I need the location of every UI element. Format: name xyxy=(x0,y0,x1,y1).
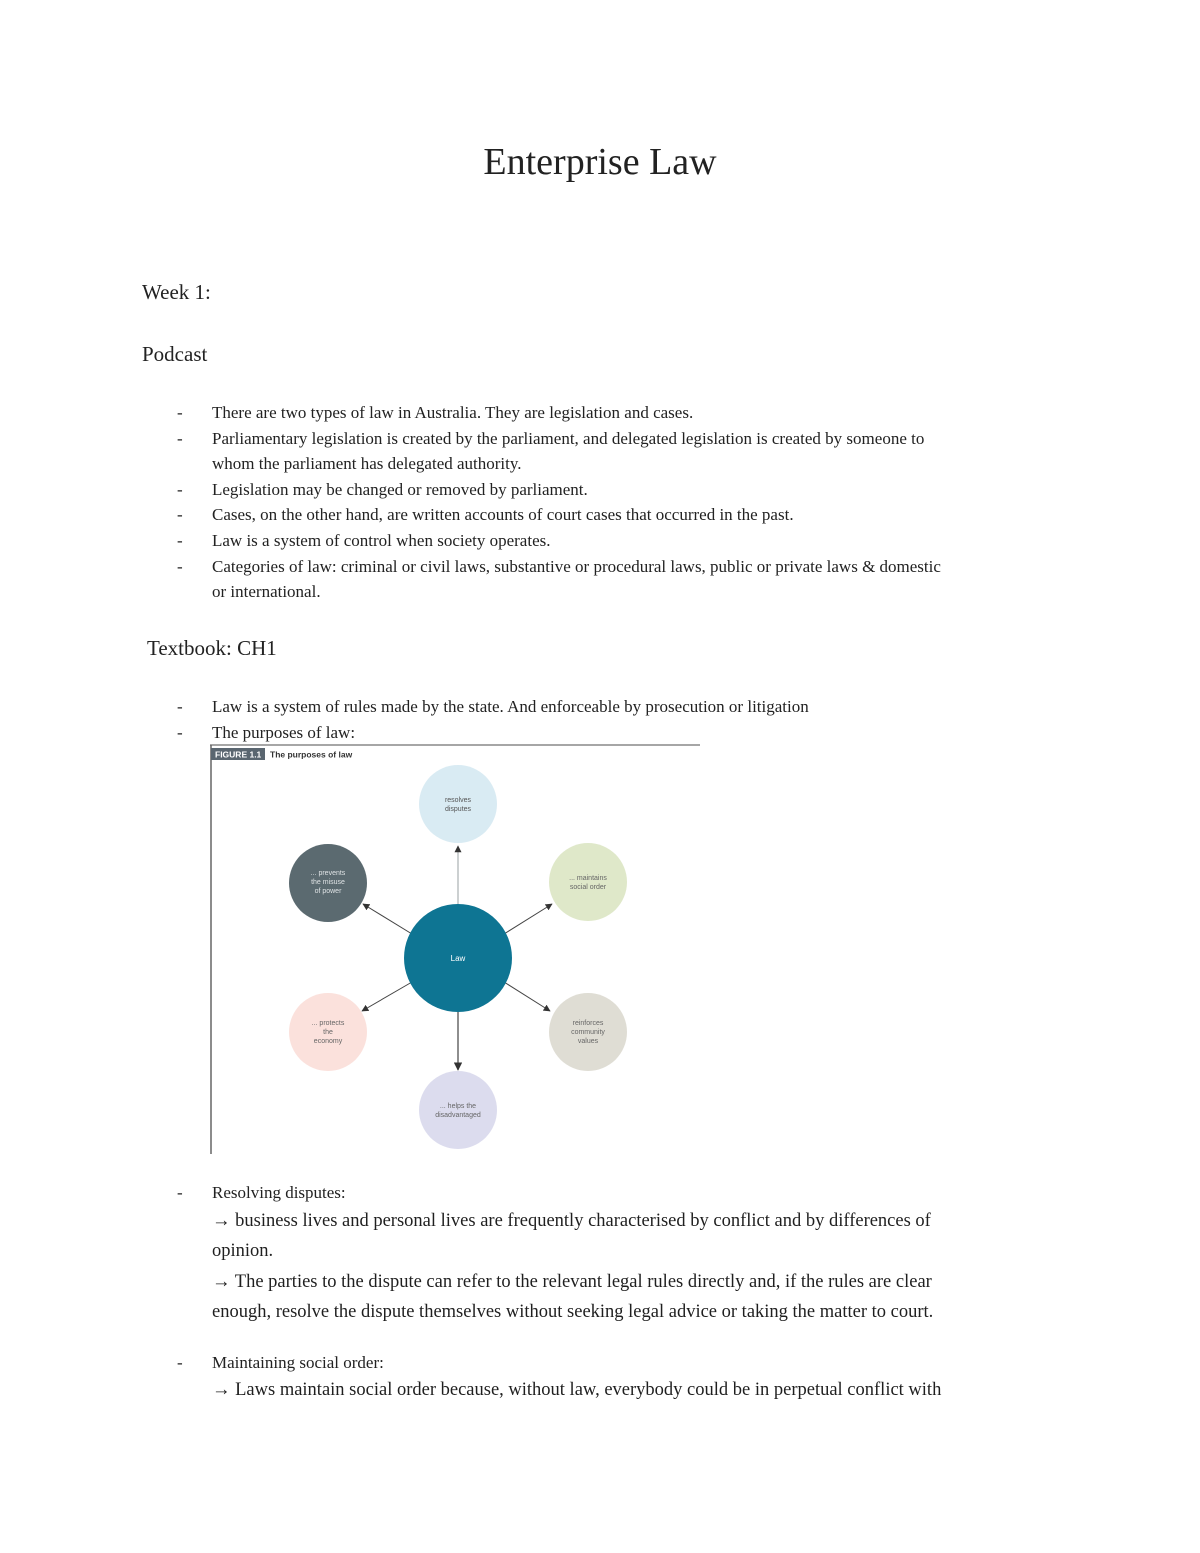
list-item-resolving-disputes xyxy=(142,1180,941,1328)
list-item-continuation: or international. xyxy=(212,582,321,602)
purpose-detail-line: → Laws maintain social order because, without law, everybody could be in perpetual conflict with xyxy=(212,1380,942,1401)
podcast-bullet-list xyxy=(142,400,941,605)
connector-lower-right xyxy=(504,982,550,1011)
law-center-label: Law xyxy=(450,954,466,963)
textbook-bullet-list xyxy=(142,694,809,745)
node-resolves-disputes xyxy=(419,765,497,843)
list-item: - Cases, on the other hand, are written accounts of court cases that occurred in the past. xyxy=(142,502,941,528)
node-label: ... helps the xyxy=(439,1103,477,1110)
figure-caption: The purposes of law xyxy=(270,749,353,760)
node-label: the xyxy=(323,1029,333,1036)
purpose-label: Maintaining social order: xyxy=(212,1352,384,1372)
purpose-detail-line: opinion. xyxy=(212,1241,274,1262)
list-item-maintaining-social-order xyxy=(142,1350,941,1406)
purpose-detail-line: → The parties to the dispute can refer to the relevant legal rules directly and, if the rules are clear xyxy=(212,1271,932,1292)
list-item: - Law is a system of control when society operates. xyxy=(142,528,941,554)
node-label: disputes xyxy=(444,806,472,813)
purposes-of-law-figure xyxy=(210,744,700,1154)
node-label: social order xyxy=(569,884,607,891)
purpose-detail-line: enough, resolve the dispute themselves without seeking legal advice or taking the matter to court. xyxy=(212,1302,934,1323)
figure-svg xyxy=(210,744,700,1154)
node-label: ... protects xyxy=(311,1020,345,1027)
node-label: community xyxy=(571,1029,605,1036)
purposes-bullet-list xyxy=(142,1180,941,1406)
document-title: Enterprise Law xyxy=(483,141,717,183)
list-item-continuation: whom the parliament has delegated authority. xyxy=(212,454,522,474)
connector-lower-left xyxy=(362,982,412,1011)
node-label: resolves xyxy=(444,797,472,804)
list-item: - Categories of law: criminal or civil laws, substantive or procedural laws, public or private laws & domestic xyxy=(142,554,941,580)
list-item: - Law is a system of rules made by the state. And enforceable by prosecution or litigation xyxy=(142,694,809,720)
podcast-heading: Podcast xyxy=(142,342,208,366)
list-item: - The purposes of law: xyxy=(142,720,809,746)
connector-upper-right xyxy=(504,904,552,934)
node-maintains-social-order xyxy=(549,843,627,921)
node-label: economy xyxy=(313,1038,343,1045)
purpose-detail-line: → business lives and personal lives are frequently characterised by conflict and by differences of xyxy=(212,1210,931,1231)
figure-label: FIGURE 1.1 xyxy=(215,749,262,760)
list-item: - There are two types of law in Australia. They are legislation and cases. xyxy=(142,400,941,426)
list-item: - Legislation may be changed or removed by parliament. xyxy=(142,477,941,503)
node-helps-disadvantaged xyxy=(419,1071,497,1149)
node-label: of power xyxy=(314,888,342,895)
node-label: ... maintains xyxy=(569,875,607,882)
textbook-heading: Textbook: CH1 xyxy=(147,636,277,660)
node-label: the misuse xyxy=(311,879,345,886)
node-label: disadvantaged xyxy=(435,1112,481,1119)
node-label: reinforces xyxy=(572,1020,604,1027)
list-item: - Parliamentary legislation is created by the parliament, and delegated legislation is created by someone to xyxy=(142,426,941,452)
purpose-label: Resolving disputes: xyxy=(212,1183,346,1202)
node-label: values xyxy=(577,1038,599,1045)
node-label: ... prevents xyxy=(310,870,346,877)
week-heading: Week 1: xyxy=(142,280,211,304)
connector-upper-left xyxy=(363,904,412,934)
